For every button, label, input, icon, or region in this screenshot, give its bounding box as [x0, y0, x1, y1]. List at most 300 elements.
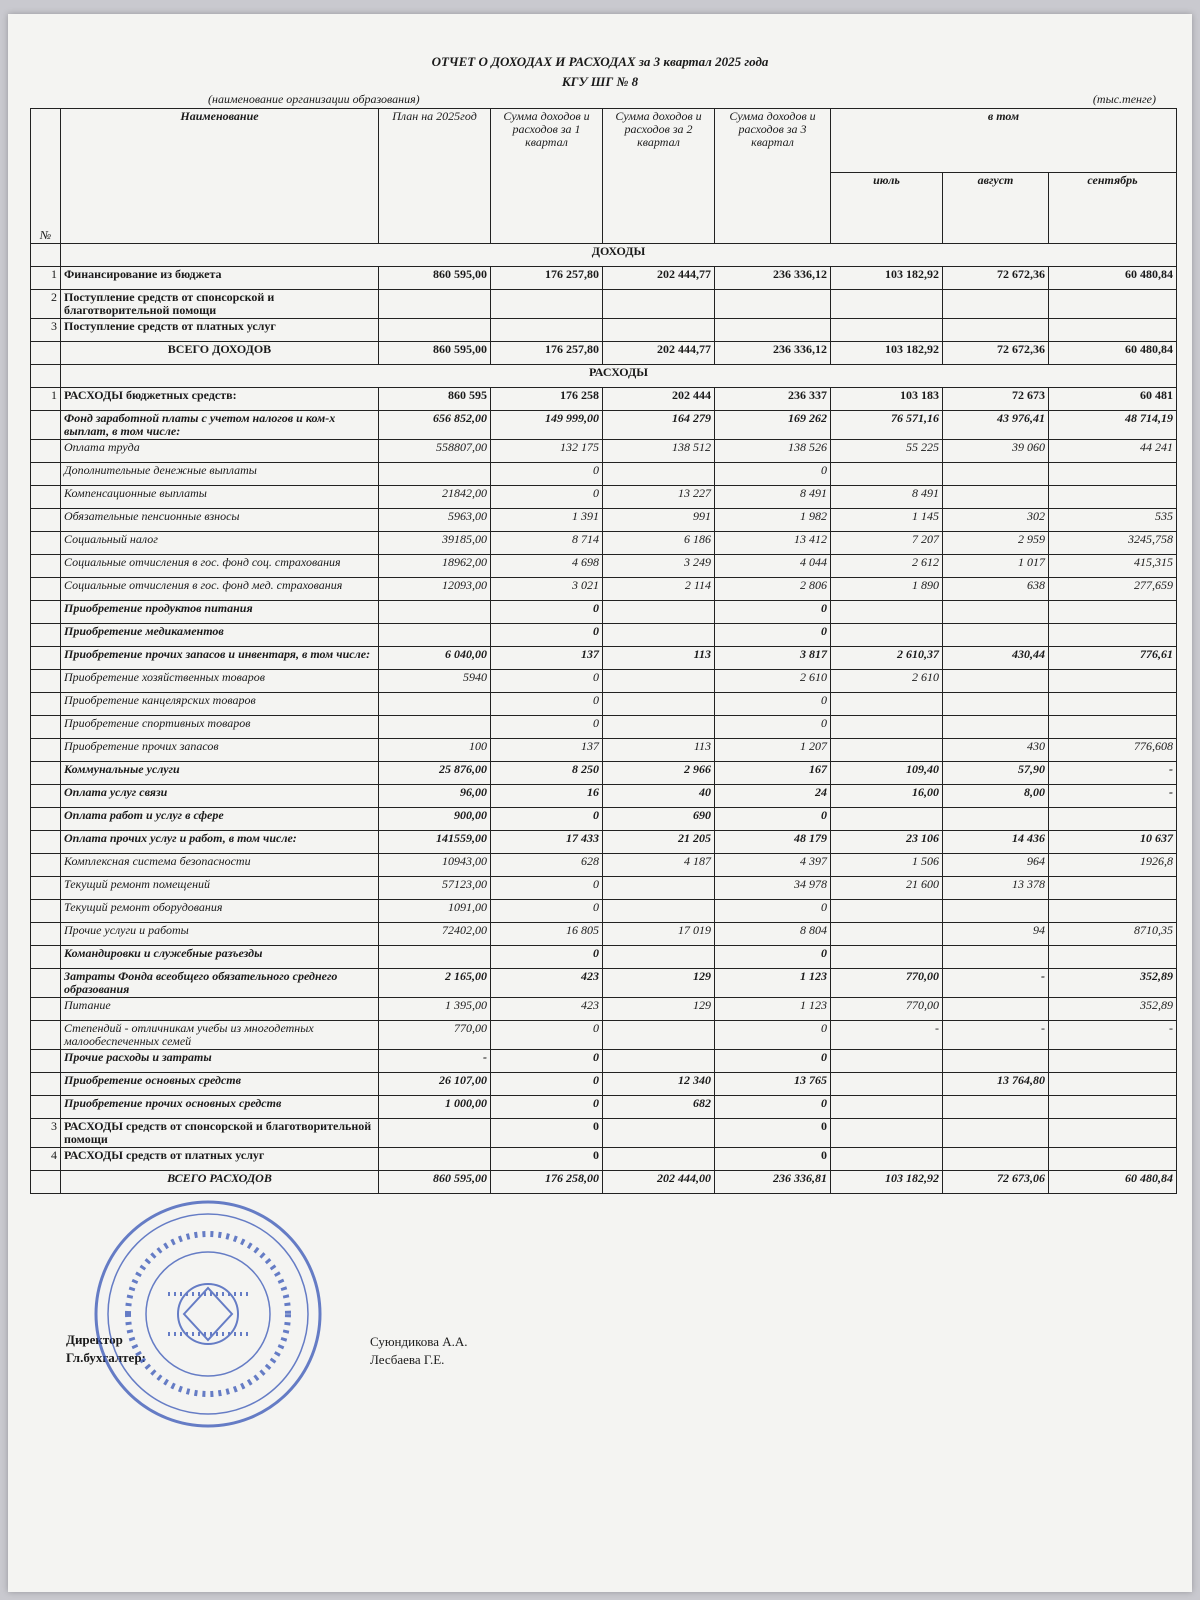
director-label: Директор	[66, 1332, 123, 1347]
row-number	[31, 998, 61, 1021]
row-number	[31, 486, 61, 509]
value-cell: 1926,8	[1049, 854, 1177, 877]
value-cell: 103 182,92	[831, 1171, 943, 1194]
row-name: Питание	[61, 998, 379, 1021]
row-name: ВСЕГО РАСХОДОВ	[61, 1171, 379, 1194]
value-cell	[603, 1119, 715, 1148]
value-cell: 236 336,12	[715, 267, 831, 290]
value-cell: 860 595,00	[379, 1171, 491, 1194]
value-cell: 109,40	[831, 762, 943, 785]
row-number	[31, 923, 61, 946]
value-cell	[1049, 877, 1177, 900]
value-cell: 18962,00	[379, 555, 491, 578]
row-number	[31, 1096, 61, 1119]
row-number	[31, 624, 61, 647]
accountant-label: Гл.бухгалтер:	[66, 1350, 146, 1365]
row-number	[31, 509, 61, 532]
value-cell: 2 966	[603, 762, 715, 785]
table-row	[31, 762, 1177, 785]
value-cell	[379, 601, 491, 624]
row-number	[31, 877, 61, 900]
row-number: 1	[31, 388, 61, 411]
value-cell: 60 480,84	[1049, 267, 1177, 290]
value-cell: 138 512	[603, 440, 715, 463]
value-cell: 96,00	[379, 785, 491, 808]
value-cell: 164 279	[603, 411, 715, 440]
value-cell	[715, 290, 831, 319]
value-cell: -	[831, 1021, 943, 1050]
value-cell: 13 765	[715, 1073, 831, 1096]
row-number	[31, 532, 61, 555]
value-cell: 10 637	[1049, 831, 1177, 854]
row-number	[31, 244, 61, 267]
row-name: Приобретение хозяйственных товаров	[61, 670, 379, 693]
header-september: сентябрь	[1049, 173, 1177, 244]
value-cell: 0	[491, 463, 603, 486]
value-cell: 302	[943, 509, 1049, 532]
value-cell: 0	[715, 808, 831, 831]
value-cell: 0	[491, 486, 603, 509]
row-number: 3	[31, 1119, 61, 1148]
value-cell: 4 397	[715, 854, 831, 877]
value-cell: 21 205	[603, 831, 715, 854]
table-row	[31, 693, 1177, 716]
row-number	[31, 342, 61, 365]
value-cell: 0	[491, 946, 603, 969]
value-cell: 10943,00	[379, 854, 491, 877]
value-cell: 900,00	[379, 808, 491, 831]
row-number	[31, 555, 61, 578]
value-cell: 5963,00	[379, 509, 491, 532]
value-cell: 2 114	[603, 578, 715, 601]
row-name: Обязательные пенсионные взносы	[61, 509, 379, 532]
value-cell	[1049, 1119, 1177, 1148]
row-name: РАСХОДЫ средств от спонсорской и благотворительной помощи	[61, 1119, 379, 1148]
value-cell: 860 595,00	[379, 267, 491, 290]
value-cell	[831, 463, 943, 486]
value-cell	[603, 1021, 715, 1050]
row-name: Приобретение продуктов питания	[61, 601, 379, 624]
row-number	[31, 463, 61, 486]
value-cell	[831, 900, 943, 923]
organization-hint: (наименование организации образования)	[208, 92, 420, 106]
table-row	[31, 388, 1177, 411]
table-row	[31, 998, 1177, 1021]
value-cell	[1049, 601, 1177, 624]
value-cell	[379, 716, 491, 739]
value-cell: 2 806	[715, 578, 831, 601]
table-row	[31, 601, 1177, 624]
value-cell	[1049, 1096, 1177, 1119]
table-row	[31, 647, 1177, 670]
row-number	[31, 900, 61, 923]
table-row	[31, 670, 1177, 693]
table-row	[31, 319, 1177, 342]
value-cell: 12 340	[603, 1073, 715, 1096]
value-cell: 48 714,19	[1049, 411, 1177, 440]
row-number	[31, 1073, 61, 1096]
value-cell: 13 378	[943, 877, 1049, 900]
value-cell: 202 444,77	[603, 267, 715, 290]
row-number	[31, 831, 61, 854]
header-q3: Сумма доходов и расходов за 3 квартал	[715, 109, 831, 244]
table-row	[31, 831, 1177, 854]
value-cell: 2 610,37	[831, 647, 943, 670]
row-name: Оплата прочих услуг и работ, в том числе:	[61, 831, 379, 854]
value-cell: 137	[491, 647, 603, 670]
value-cell: 26 107,00	[379, 1073, 491, 1096]
header-july: июль	[831, 173, 943, 244]
value-cell: 0	[491, 716, 603, 739]
value-cell: 57123,00	[379, 877, 491, 900]
value-cell: -	[1049, 1021, 1177, 1050]
value-cell	[1049, 900, 1177, 923]
row-name: Поступление средств от спонсорской и благотворительной помощи	[61, 290, 379, 319]
value-cell	[603, 463, 715, 486]
row-name: Текущий ремонт помещений	[61, 877, 379, 900]
value-cell: 72 673,06	[943, 1171, 1049, 1194]
value-cell: 1 017	[943, 555, 1049, 578]
header-including: в том	[831, 109, 1177, 173]
value-cell: 4 698	[491, 555, 603, 578]
table-row	[31, 267, 1177, 290]
value-cell: 3 817	[715, 647, 831, 670]
value-cell: 14 436	[943, 831, 1049, 854]
value-cell: 991	[603, 509, 715, 532]
row-number	[31, 440, 61, 463]
value-cell: 13 412	[715, 532, 831, 555]
value-cell	[831, 923, 943, 946]
row-number	[31, 1021, 61, 1050]
value-cell: 535	[1049, 509, 1177, 532]
value-cell: 43 976,41	[943, 411, 1049, 440]
row-number: 4	[31, 1148, 61, 1171]
table-row	[31, 555, 1177, 578]
value-cell: 1 123	[715, 969, 831, 998]
value-cell: 0	[715, 1096, 831, 1119]
table-row	[31, 946, 1177, 969]
value-cell: 0	[715, 1119, 831, 1148]
value-cell: 2 610	[715, 670, 831, 693]
value-cell: 103 183	[831, 388, 943, 411]
stamp-emblem-star	[184, 1288, 232, 1340]
value-cell: 3 249	[603, 555, 715, 578]
value-cell: 0	[491, 693, 603, 716]
report-sheet	[8, 14, 1192, 1592]
value-cell: 72 672,36	[943, 342, 1049, 365]
value-cell: 0	[491, 1119, 603, 1148]
row-name: Приобретение спортивных товаров	[61, 716, 379, 739]
value-cell: 682	[603, 1096, 715, 1119]
value-cell: 0	[491, 1073, 603, 1096]
table-row	[31, 463, 1177, 486]
value-cell: 690	[603, 808, 715, 831]
value-cell: 202 444	[603, 388, 715, 411]
value-cell: 202 444,77	[603, 342, 715, 365]
value-cell: 415,315	[1049, 555, 1177, 578]
value-cell: 94	[943, 923, 1049, 946]
value-cell: 39 060	[943, 440, 1049, 463]
value-cell: 5940	[379, 670, 491, 693]
value-cell: 141559,00	[379, 831, 491, 854]
value-cell	[943, 486, 1049, 509]
value-cell	[1049, 319, 1177, 342]
value-cell: 0	[491, 808, 603, 831]
value-cell: 8 250	[491, 762, 603, 785]
stamp-lettering-bottom	[128, 1314, 288, 1394]
value-cell: 0	[715, 693, 831, 716]
value-cell: 60 480,84	[1049, 342, 1177, 365]
value-cell: -	[379, 1050, 491, 1073]
value-cell	[831, 946, 943, 969]
value-cell	[1049, 486, 1177, 509]
value-cell: 16 805	[491, 923, 603, 946]
value-cell	[1049, 1050, 1177, 1073]
value-cell	[831, 290, 943, 319]
value-cell	[831, 601, 943, 624]
row-name: Фонд заработной платы с учетом налогов и ком-х выплат, в том числе:	[61, 411, 379, 440]
value-cell: 176 257,80	[491, 267, 603, 290]
row-name: Приобретение канцелярских товаров	[61, 693, 379, 716]
table-row	[31, 716, 1177, 739]
value-cell: 0	[715, 624, 831, 647]
value-cell	[943, 693, 1049, 716]
value-cell	[379, 946, 491, 969]
row-number	[31, 785, 61, 808]
section-row	[31, 365, 1177, 388]
value-cell: 13 227	[603, 486, 715, 509]
value-cell: 176 258	[491, 388, 603, 411]
row-number	[31, 693, 61, 716]
value-cell	[603, 670, 715, 693]
table-row	[31, 1096, 1177, 1119]
value-cell: 76 571,16	[831, 411, 943, 440]
header-plan: План на 2025год	[379, 109, 491, 244]
value-cell: 1 982	[715, 509, 831, 532]
value-cell: 0	[491, 670, 603, 693]
table-row	[31, 624, 1177, 647]
row-number: 2	[31, 290, 61, 319]
value-cell: 167	[715, 762, 831, 785]
row-number	[31, 578, 61, 601]
value-cell: 656 852,00	[379, 411, 491, 440]
table-row	[31, 1021, 1177, 1050]
row-name: Социальные отчисления в гос. фонд соц. страхования	[61, 555, 379, 578]
value-cell: 1091,00	[379, 900, 491, 923]
value-cell: 0	[491, 1096, 603, 1119]
value-cell: 0	[715, 946, 831, 969]
table-row	[31, 1148, 1177, 1171]
row-number: 1	[31, 267, 61, 290]
value-cell: 2 165,00	[379, 969, 491, 998]
value-cell: 0	[491, 601, 603, 624]
value-cell: 60 480,84	[1049, 1171, 1177, 1194]
value-cell: 8 491	[715, 486, 831, 509]
row-name: Прочие расходы и затраты	[61, 1050, 379, 1073]
value-cell: 129	[603, 998, 715, 1021]
value-cell: 236 336,81	[715, 1171, 831, 1194]
row-name: Текущий ремонт оборудования	[61, 900, 379, 923]
value-cell: -	[943, 969, 1049, 998]
value-cell	[1049, 716, 1177, 739]
value-cell: 352,89	[1049, 998, 1177, 1021]
value-cell	[603, 693, 715, 716]
value-cell	[943, 900, 1049, 923]
value-cell: 103 182,92	[831, 267, 943, 290]
row-name: Приобретение прочих запасов и инвентаря, в том числе:	[61, 647, 379, 670]
row-name: Финансирование из бюджета	[61, 267, 379, 290]
value-cell: 48 179	[715, 831, 831, 854]
value-cell	[603, 946, 715, 969]
value-cell: 16	[491, 785, 603, 808]
value-cell: 113	[603, 739, 715, 762]
table-row	[31, 785, 1177, 808]
value-cell: 0	[715, 601, 831, 624]
row-number	[31, 716, 61, 739]
row-number	[31, 1171, 61, 1194]
row-name: ВСЕГО ДОХОДОВ	[61, 342, 379, 365]
value-cell: 0	[491, 1148, 603, 1171]
value-cell	[603, 1050, 715, 1073]
value-cell: 0	[491, 1050, 603, 1073]
value-cell: 776,608	[1049, 739, 1177, 762]
value-cell: 770,00	[379, 1021, 491, 1050]
table-row	[31, 1073, 1177, 1096]
value-cell: 423	[491, 998, 603, 1021]
row-number	[31, 365, 61, 388]
value-cell: 236 337	[715, 388, 831, 411]
value-cell: 558807,00	[379, 440, 491, 463]
row-number: 3	[31, 319, 61, 342]
value-cell: 6 040,00	[379, 647, 491, 670]
row-name: Социальные отчисления в гос. фонд мед. страхования	[61, 578, 379, 601]
value-cell	[831, 319, 943, 342]
section-title: ДОХОДЫ	[61, 244, 1177, 267]
value-cell: 34 978	[715, 877, 831, 900]
value-cell: 0	[491, 1021, 603, 1050]
total-row	[31, 1171, 1177, 1194]
table-row	[31, 900, 1177, 923]
value-cell: 103 182,92	[831, 342, 943, 365]
value-cell	[831, 1148, 943, 1171]
table-row	[31, 411, 1177, 440]
value-cell: 44 241	[1049, 440, 1177, 463]
value-cell: 964	[943, 854, 1049, 877]
value-cell	[831, 1050, 943, 1073]
value-cell: 1 207	[715, 739, 831, 762]
value-cell: 0	[491, 877, 603, 900]
table-row	[31, 877, 1177, 900]
value-cell	[603, 877, 715, 900]
value-cell: 138 526	[715, 440, 831, 463]
value-cell: 24	[715, 785, 831, 808]
value-cell: 430	[943, 739, 1049, 762]
row-number	[31, 762, 61, 785]
value-cell: 0	[715, 1050, 831, 1073]
row-number	[31, 808, 61, 831]
value-cell: 770,00	[831, 998, 943, 1021]
value-cell	[831, 693, 943, 716]
value-cell: 3245,758	[1049, 532, 1177, 555]
table-row	[31, 578, 1177, 601]
table-row	[31, 486, 1177, 509]
value-cell	[943, 1050, 1049, 1073]
value-cell	[379, 290, 491, 319]
value-cell: 100	[379, 739, 491, 762]
value-cell	[603, 716, 715, 739]
value-cell	[1049, 1148, 1177, 1171]
value-cell	[943, 601, 1049, 624]
value-cell: 1 395,00	[379, 998, 491, 1021]
row-name: Степендий - отличникам учебы из многодетных малообеспеченных семей	[61, 1021, 379, 1050]
value-cell: 169 262	[715, 411, 831, 440]
value-cell	[379, 463, 491, 486]
header-name: Наименование	[61, 109, 379, 244]
row-name: Комплексная система безопасности	[61, 854, 379, 877]
row-number	[31, 647, 61, 670]
value-cell: 860 595	[379, 388, 491, 411]
value-cell: 0	[491, 900, 603, 923]
value-cell	[831, 1119, 943, 1148]
section-row	[31, 244, 1177, 267]
value-cell	[379, 1148, 491, 1171]
value-cell	[943, 946, 1049, 969]
value-cell: 1 123	[715, 998, 831, 1021]
row-name: Оплата услуг связи	[61, 785, 379, 808]
organization-name: КГУ ШГ № 8	[561, 74, 639, 89]
value-cell	[603, 900, 715, 923]
row-name: РАСХОДЫ бюджетных средств:	[61, 388, 379, 411]
stamp-lettering-center	[168, 1294, 248, 1334]
row-name: Приобретение основных средств	[61, 1073, 379, 1096]
value-cell: 149 999,00	[491, 411, 603, 440]
units-label: (тыс.тенге)	[1092, 92, 1156, 106]
value-cell: 202 444,00	[603, 1171, 715, 1194]
value-cell: 628	[491, 854, 603, 877]
value-cell: 12093,00	[379, 578, 491, 601]
value-cell: 0	[715, 1021, 831, 1050]
table-row	[31, 739, 1177, 762]
value-cell	[943, 808, 1049, 831]
row-name: Приобретение медикаментов	[61, 624, 379, 647]
value-cell: 25 876,00	[379, 762, 491, 785]
value-cell	[831, 1096, 943, 1119]
value-cell	[1049, 463, 1177, 486]
row-name: Приобретение прочих основных средств	[61, 1096, 379, 1119]
row-name: Командировки и служебные разъезды	[61, 946, 379, 969]
stamp-inner-ring	[108, 1214, 308, 1414]
row-name: Социальный налог	[61, 532, 379, 555]
row-name: Затраты Фонда всеобщего обязательного среднего образования	[61, 969, 379, 998]
value-cell: 2 610	[831, 670, 943, 693]
value-cell: 352,89	[1049, 969, 1177, 998]
value-cell: 137	[491, 739, 603, 762]
table-row	[31, 808, 1177, 831]
row-number	[31, 969, 61, 998]
value-cell: 430,44	[943, 647, 1049, 670]
value-cell: 8,00	[943, 785, 1049, 808]
row-number	[31, 670, 61, 693]
value-cell: 55 225	[831, 440, 943, 463]
value-cell: 860 595,00	[379, 342, 491, 365]
value-cell	[831, 716, 943, 739]
value-cell	[943, 1096, 1049, 1119]
value-cell	[943, 319, 1049, 342]
value-cell: 3 021	[491, 578, 603, 601]
value-cell: 17 019	[603, 923, 715, 946]
value-cell: 8 804	[715, 923, 831, 946]
value-cell: 770,00	[831, 969, 943, 998]
